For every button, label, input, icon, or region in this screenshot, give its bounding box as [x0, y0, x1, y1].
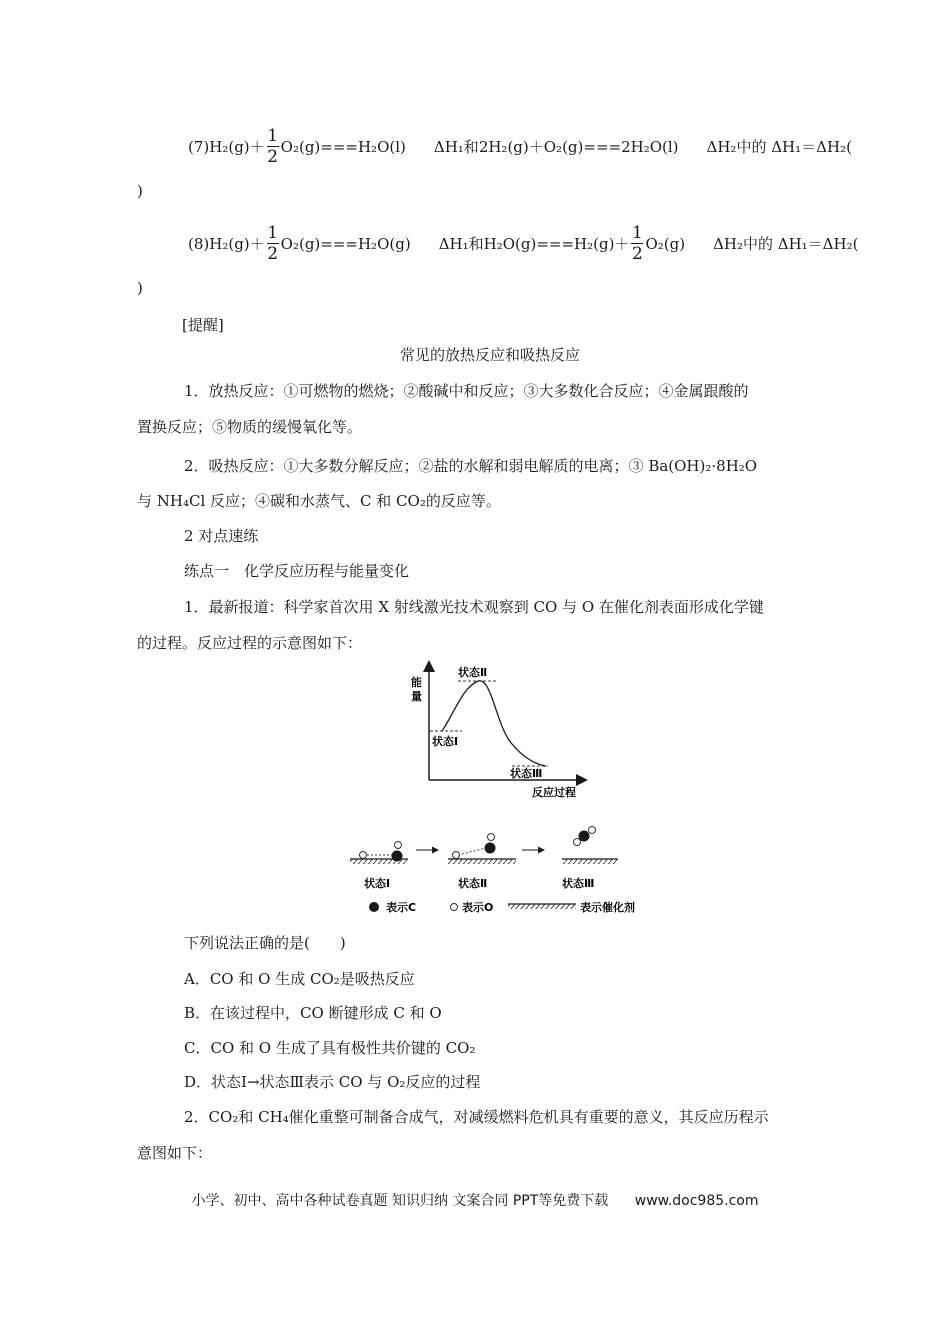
q7-close: ): [137, 182, 143, 200]
q7-dh1: ΔH₁和: [433, 137, 479, 156]
q7-tail: ΔH₂中的 ΔH₁＝ΔH₂(: [706, 137, 852, 156]
q1-option-d: D．状态Ⅰ→状态Ⅲ表示 CO 与 O₂反应的过程: [184, 1073, 481, 1091]
schematic-state1: 状态Ⅰ: [364, 877, 391, 890]
q8-lhs: H₂(g)＋: [209, 234, 265, 253]
reminder-p2-line1: 2．吸热反应：①大多数分解反应；②盐的水解和弱电解质的电离；③ Ba(OH)₂·8H₂O: [184, 457, 758, 475]
q1-option-b: B．在该过程中，CO 断键形成 C 和 O: [184, 1004, 442, 1022]
q7-frac-den: 2: [267, 147, 279, 167]
q7-lhs: H₂(g)＋: [209, 137, 265, 156]
section-heading: 2 对点速练: [184, 527, 259, 545]
q8-frac2-den: 2: [632, 244, 643, 264]
q8-number: (8): [188, 234, 210, 253]
q8-close: ): [137, 279, 143, 297]
c-atom-2: [485, 843, 496, 854]
q8-fraction-2: [631, 224, 643, 263]
state2-label: 状态Ⅱ: [458, 666, 488, 679]
reminder-p1-line1: 1．放热反应：①可燃物的燃烧；②酸碱中和反应；③大多数化合反应；④金属跟酸的: [184, 382, 749, 400]
q7-number: (7): [188, 137, 210, 156]
q7-rhs: O₂(g)===H₂O(l): [280, 137, 406, 156]
q8-dh1: ΔH₁和: [438, 234, 484, 253]
o-atom-3: [453, 852, 460, 859]
c-atom-1: [392, 851, 403, 862]
legend-o-marker: [451, 904, 458, 911]
q7-eq2: 2H₂(g)＋O₂(g)===2H₂O(l): [478, 137, 679, 156]
energy-curve: [442, 681, 546, 766]
q1-stem-line1: 1．最新报道：科学家首次用 X 射线激光技术观察到 CO 与 O 在催化剂表面形成化学键: [184, 598, 764, 616]
q7-frac-num: 1: [267, 126, 279, 146]
reminder-title: 常见的放热反应和吸热反应: [399, 346, 580, 364]
footer-url[interactable]: www.doc985.com: [634, 1193, 759, 1209]
reminder-p2-line2: 与 NH₄Cl 反应；④碳和水蒸气、C 和 CO₂的反应等。: [137, 492, 501, 510]
practice-point-heading: 练点一 化学反应历程与能量变化: [184, 562, 410, 580]
q1-prompt: 下列说法正确的是( ): [184, 934, 346, 952]
schematic-state3: 状态Ⅲ: [562, 877, 595, 890]
x-axis-label: 反应过程: [532, 786, 576, 799]
q8-frac2-num: 1: [632, 223, 643, 243]
y-axis-label-2: 量: [411, 690, 422, 703]
o-atom-4: [488, 834, 495, 841]
q7-fraction: [267, 127, 279, 166]
q1-stem-line2: 的过程。反应过程的示意图如下：: [137, 634, 363, 652]
q2-stem-line1: 2．CO₂和 CH₄催化重整可制备合成气，对减缓燃料危机具有重要的意义，其反应历程示: [184, 1108, 769, 1126]
reminder-label: [提醒]: [182, 316, 224, 334]
q8-eq2a: H₂O(g)===H₂(g)＋: [483, 234, 630, 253]
energy-diagram: [400, 660, 600, 804]
o-atom-2: [395, 842, 402, 849]
page-footer: [0, 1190, 950, 1210]
q8-fraction: [267, 224, 279, 263]
o-atom-6: [589, 827, 596, 834]
state1-label: 状态Ⅰ: [432, 735, 459, 748]
equation-7: [188, 127, 852, 166]
footer-text: 小学、初中、高中各种试卷真题 知识归纳 文案合同 PPT等免费下载: [191, 1193, 609, 1209]
schematic-state2: 状态Ⅱ: [458, 877, 488, 890]
y-axis-label-1: 能: [411, 676, 422, 689]
q8-frac-den: 2: [267, 244, 279, 264]
reaction-schematic: [340, 820, 640, 920]
q1-option-a: A．CO 和 O 生成 CO₂是吸热反应: [184, 970, 415, 988]
legend-o-label: 表示O: [462, 901, 494, 914]
legend-c-marker: [369, 902, 379, 912]
q8-rhs: O₂(g)===H₂O(g): [280, 234, 411, 253]
q8-frac-num: 1: [267, 223, 279, 243]
q8-eq2b: O₂(g): [645, 234, 686, 253]
state3-label: 状态Ⅲ: [510, 767, 543, 780]
q2-stem-line2: 意图如下：: [137, 1144, 213, 1162]
legend-c-label: 表示C: [386, 901, 417, 914]
equation-8: [188, 224, 858, 263]
legend-catalyst-label: 表示催化剂: [580, 901, 635, 914]
q8-tail: ΔH₂中的 ΔH₁＝ΔH₂(: [713, 234, 859, 253]
o-atom-1: [360, 852, 367, 859]
reminder-p1-line2: 置换反应；⑤物质的缓慢氧化等。: [137, 418, 363, 436]
o-atom-5: [574, 839, 581, 846]
q1-option-c: C．CO 和 O 生成了具有极性共价键的 CO₂: [184, 1039, 476, 1057]
